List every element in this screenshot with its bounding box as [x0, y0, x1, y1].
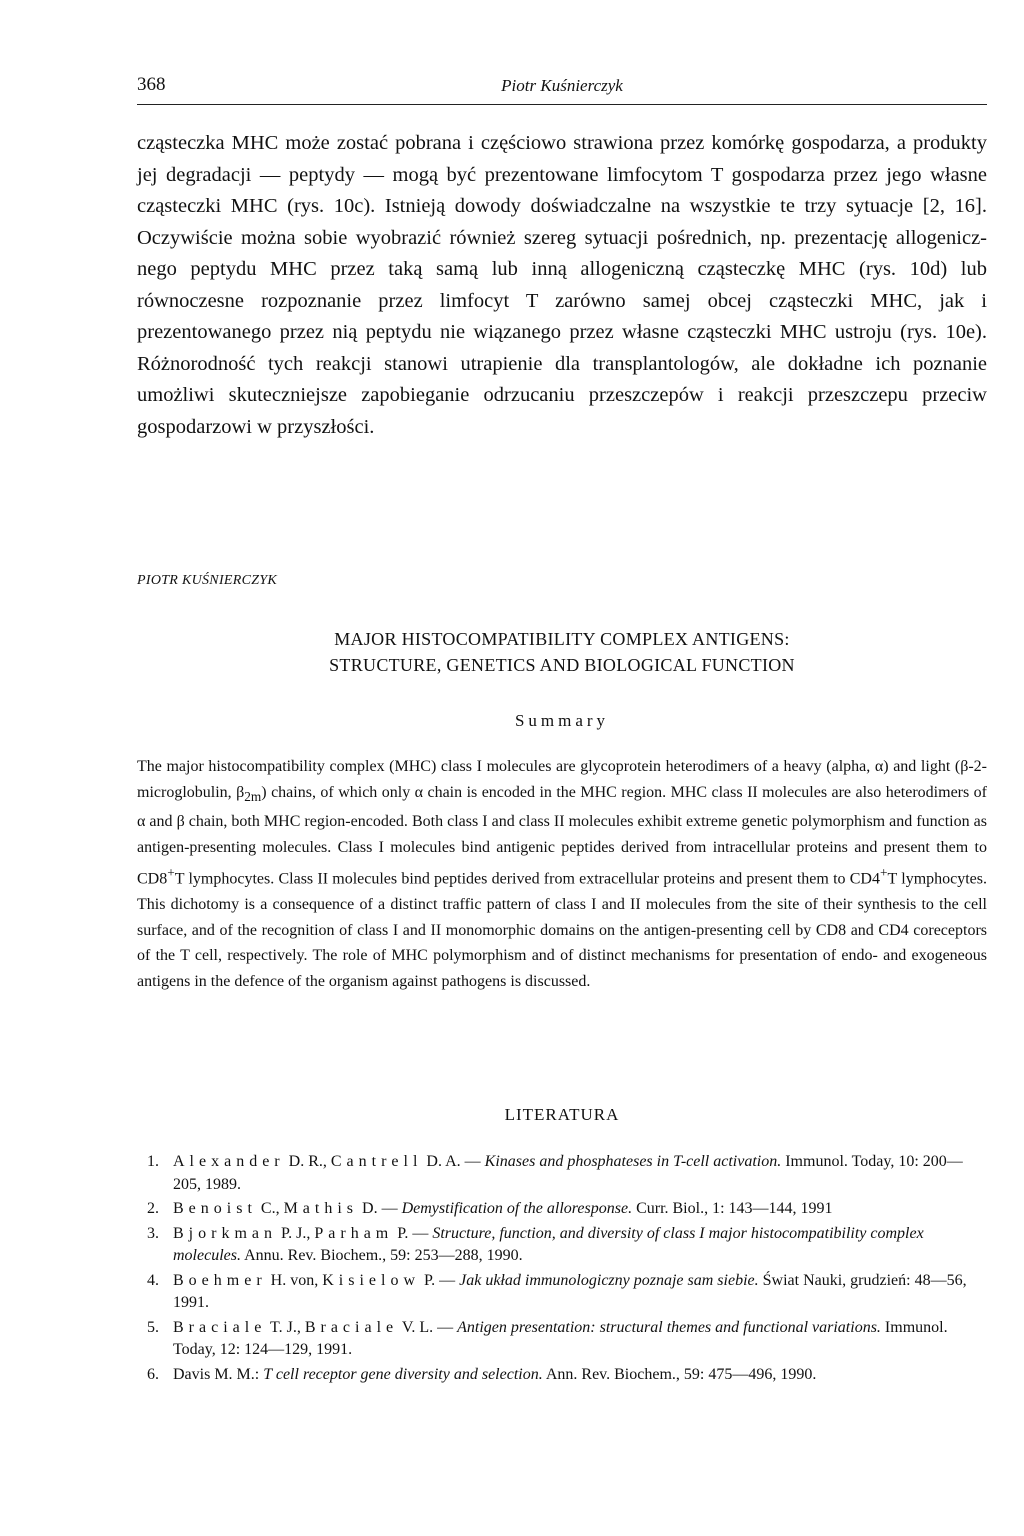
beta-subscript: 2m — [244, 788, 262, 804]
reference-number: 1. — [147, 1153, 159, 1170]
reference-author: Boehmer — [173, 1271, 267, 1289]
reference-item — [137, 1198, 987, 1221]
reference-initials: P. — — [393, 1224, 433, 1242]
reference-source: Immunol. Today, 12: 124—129, 1991. — [173, 1318, 948, 1358]
reference-source: Świat Nauki, grudzień: 48—56, 1991. — [173, 1271, 967, 1311]
reference-number: 4. — [147, 1271, 159, 1289]
reference-initials: P. — — [420, 1271, 460, 1289]
summary-text-3: T lymphocytes. Class II molecules bind peptides derived from extracellular proteins and present them to CD4 — [174, 870, 880, 888]
summary-text-2: ) chains, of which only α chain is encoded in the MHC region. MHC class II molecules are also heterodimers of α and β chain, both MHC region-encoded. Both class I and class II molecules exhibit extreme genetic polymorphism and function as antigen-presenting molecules. Class I molecules bind antigenic peptides derived from intracellular proteins and present them to CD8 — [137, 783, 988, 888]
reference-number: 5. — [147, 1318, 159, 1336]
polish-body-paragraph: cząsteczka MHC może zostać pobrana i częściowo strawiona przez komórkę gospodarza, a produkty jej degradacji — peptydy — mogą być prezentowane limfocytom T gospodarza przez jego własne cząsteczki MHC (rys. 10c). Istnieją dowody doświadczalne na wszystkie te trzy sytuacje [2, 16]. Oczywiście można sobie wyobrazić również szereg sytuacji pośrednich, np. prezentację allogenicznego peptydu MHC przez taką samą lub inną allogeniczną cząsteczkę MHC (rys. 10d) lub równoczesne rozpoznanie przez limfocyt T zarówno samej obcej cząsteczki MHC, jak i prezentowanego przez nią peptydu nie wiązanego przez własne cząsteczki MHC ustroju (rys. 10e). Różnorodność tych reakcji stanowi utrapienie dla transplantologów, ale dokładne ich poznanie umożliwi skuteczniejsze zapobieganie odrzucaniu przeszczepów i reakcji przeszczepu przeciw gospodarzowi w przyszłości. — [137, 132, 987, 438]
reference-initials: C., — [256, 1200, 284, 1217]
reference-source: Immunol. Today, 10: 200—205, 1989. — [173, 1153, 963, 1193]
reference-item — [137, 1270, 987, 1315]
reference-author: Cantrell — [330, 1153, 423, 1170]
reference-title: Demystification of the alloresponse. — [401, 1200, 633, 1217]
reference-number: 2. — [147, 1200, 159, 1217]
summary-title — [137, 626, 987, 678]
reference-title: Antigen presentation: structural themes and functional variations. — [457, 1318, 881, 1336]
reference-initials: H. von, — [266, 1271, 323, 1289]
summary-title-line-1: MAJOR HISTOCOMPATIBILITY COMPLEX ANTIGENS: — [334, 629, 790, 649]
reference-author: Alexander — [173, 1153, 285, 1170]
reference-initials: P. J., — [277, 1224, 315, 1242]
reference-source: Curr. Biol., 1: 143—144, 1991 — [632, 1200, 833, 1217]
reference-initials: D. — — [358, 1200, 402, 1217]
reference-item — [137, 1151, 987, 1196]
reference-item — [137, 1364, 987, 1387]
summary-heading: Summary — [514, 711, 610, 730]
reference-number: 6. — [147, 1365, 159, 1383]
reference-author: Mathis — [283, 1200, 359, 1217]
reference-author: Bjorkman — [173, 1224, 277, 1242]
reference-source: Annu. Rev. Biochem., 59: 253—288, 1990. — [240, 1247, 523, 1264]
reference-source: Ann. Rev. Biochem., 59: 475—496, 1990. — [542, 1365, 817, 1383]
reference-initials: D. R., — [284, 1153, 331, 1170]
summary-paragraph — [137, 754, 987, 994]
summary-text-4: T lymphocytes. This dichotomy is a consequence of a distinct traffic pattern of class I and II molecules from the site of their synthesis to the cell surface, and of the recognition of class I and II monomorphic domains on the antigen-presenting cell by CD8 and CD4 coreceptors of the T cell, respectively. The role of MHC polymorphism and of distinct mechanisms for presentation of endo- and exogeneous antigens in the defence of the organism against pathogens is discussed. — [137, 870, 988, 990]
running-header — [137, 70, 987, 105]
reference-list — [137, 1151, 987, 1388]
reference-initials: T. J., — [266, 1318, 305, 1336]
reference-item — [137, 1317, 987, 1362]
reference-author: Braciale — [173, 1318, 267, 1336]
reference-author: Benoist — [173, 1200, 257, 1217]
page-number: 368 — [137, 74, 166, 95]
reference-author: Parham — [314, 1224, 394, 1242]
reference-title: Structure, function, and diversity of class I major histocompatibility complex molecules. — [173, 1224, 924, 1264]
cd4-superscript: + — [880, 865, 888, 881]
reference-author: Braciale — [304, 1318, 399, 1336]
reference-author: Kisielow — [322, 1271, 420, 1289]
reference-number: 3. — [147, 1224, 159, 1242]
reference-author: Davis M. M.: — [173, 1365, 260, 1383]
reference-title: T cell receptor gene diversity and selection. — [263, 1365, 543, 1383]
summary-author: PIOTR KUŚNIERCZYK — [137, 573, 278, 588]
reference-initials: D. A. — — [422, 1153, 485, 1170]
summary-text-1: The major histocompatibility complex (MHC) class I molecules are glycoprotein heterodimers of a heavy (alpha, α) and light (β-2-microglobulin, β — [137, 758, 987, 801]
literature-heading: LITERATURA — [504, 1105, 620, 1124]
running-header-author: Piotr Kuśnierczyk — [501, 76, 623, 95]
cd8-superscript: + — [167, 865, 175, 881]
reference-title: Kinases and phosphateses in T-cell activation. — [484, 1153, 782, 1170]
summary-title-line-2: STRUCTURE, GENETICS AND BIOLOGICAL FUNCTION — [329, 655, 795, 675]
reference-item — [137, 1223, 987, 1268]
reference-title: Jak układ immunologiczny poznaje sam siebie. — [459, 1271, 759, 1289]
reference-initials: V. L. — — [398, 1318, 458, 1336]
